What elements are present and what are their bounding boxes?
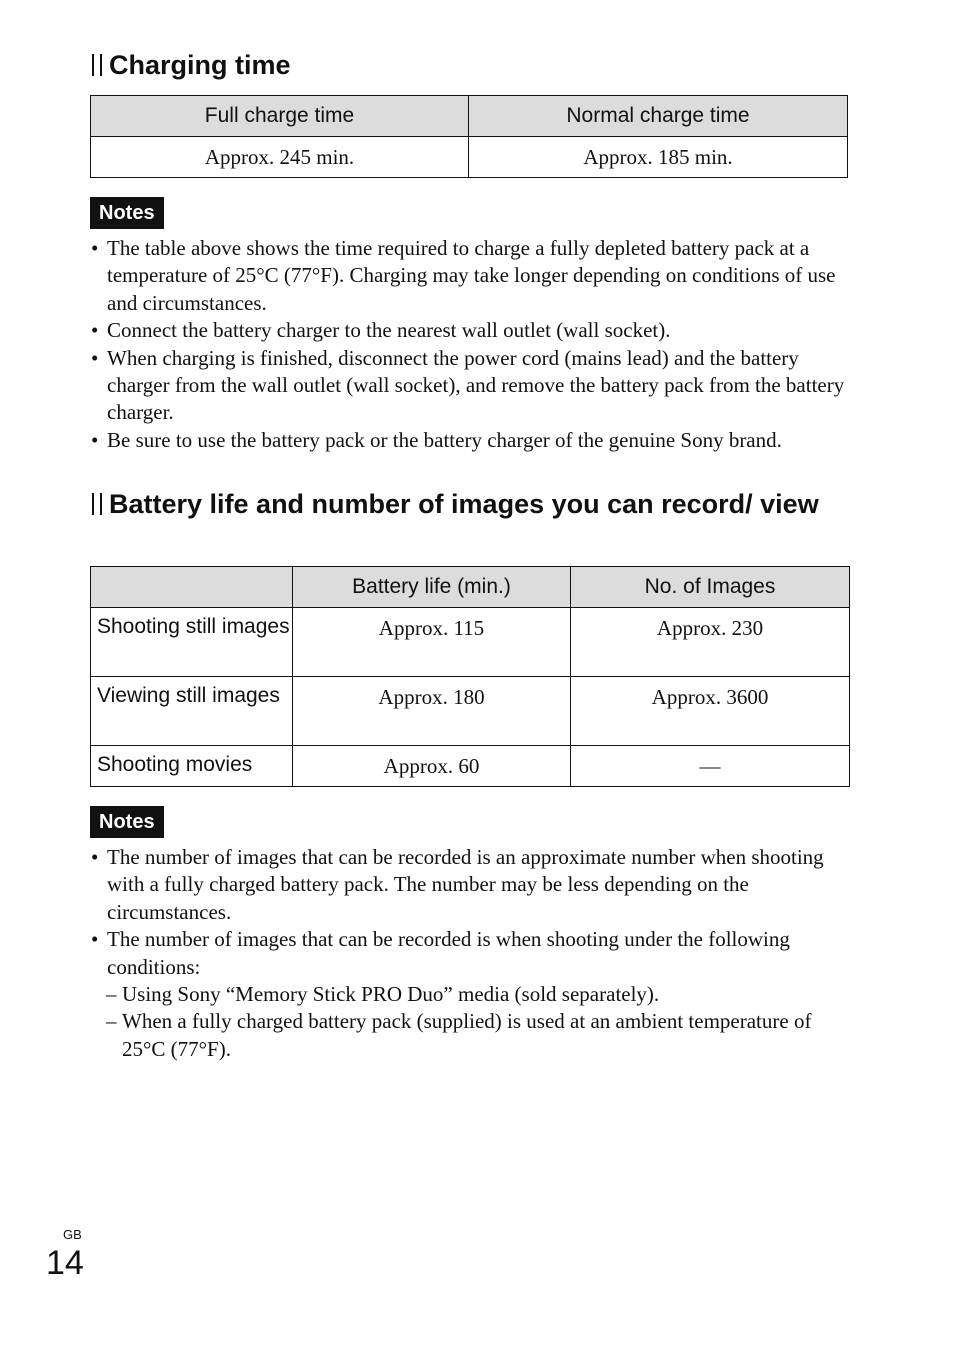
battery-life-table: [90, 566, 850, 787]
section-marker-icon: [92, 493, 102, 515]
section-marker-icon: [92, 54, 102, 76]
notes-badge: Notes: [90, 806, 164, 838]
list-item-text: The number of images that can be recorded is when shooting under the following conditions:: [107, 927, 790, 979]
notes-list: [90, 235, 850, 454]
page-number: 14: [46, 1244, 84, 1282]
table-header-cell: No. of Images: [571, 567, 850, 608]
row-label: Shooting still images: [91, 608, 293, 677]
dash-marker: –: [106, 982, 117, 1007]
notes-list: [90, 844, 850, 1063]
region-code: GB: [63, 1227, 82, 1242]
sub-list-item-text: Using Sony “Memory Stick PRO Duo” media (sold separately).: [122, 982, 660, 1007]
table-row: [91, 608, 850, 677]
section-heading-charging-time: [92, 49, 291, 81]
table-header-cell: [91, 567, 293, 608]
table-row: [91, 137, 848, 178]
row-label: Viewing still images: [91, 677, 293, 746]
table-header-cell: Full charge time: [91, 96, 469, 137]
table-cell: —: [571, 746, 850, 787]
table-cell: Approx. 245 min.: [91, 137, 469, 178]
section-title: Charging time: [109, 50, 291, 80]
table-cell: Approx. 60: [293, 746, 571, 787]
charging-time-table: [90, 95, 848, 178]
table-cell: Approx. 115: [293, 608, 571, 677]
list-item: [90, 926, 850, 1063]
list-item: • The table above shows the time required to charge a fully depleted battery pack at a temperature of 25°C (77°F). Charging may take longer depending on conditions of use and circumstances.: [90, 235, 850, 317]
list-item: • Connect the battery charger to the nearest wall outlet (wall socket).: [90, 317, 850, 344]
section-title: Battery life and number of images you can record/ view: [109, 489, 819, 519]
sub-list-item-text: When a fully charged battery pack (supplied) is used at an ambient temperature of 25°C (77°F).: [122, 1009, 812, 1061]
sub-list-item: [106, 981, 850, 1008]
section-heading-battery-life: [92, 488, 832, 520]
table-row: [91, 746, 850, 787]
table-cell: Approx. 3600: [571, 677, 850, 746]
dash-marker: –: [106, 1009, 117, 1034]
table-header-cell: Normal charge time: [469, 96, 848, 137]
list-item: • Be sure to use the battery pack or the battery charger of the genuine Sony brand.: [90, 427, 850, 454]
row-label: Shooting movies: [91, 746, 293, 787]
table-header-cell: Battery life (min.): [293, 567, 571, 608]
table-header-row: [91, 96, 848, 137]
sub-list-item: [106, 1008, 850, 1063]
table-cell: Approx. 180: [293, 677, 571, 746]
table-header-row: [91, 567, 850, 608]
table-row: [91, 677, 850, 746]
table-cell: Approx. 230: [571, 608, 850, 677]
table-cell: Approx. 185 min.: [469, 137, 848, 178]
notes-badge: Notes: [90, 197, 164, 229]
list-item: • When charging is finished, disconnect the power cord (mains lead) and the battery charger from the wall outlet (wall socket), and remove the battery pack from the battery charger.: [90, 345, 850, 427]
list-item: • The number of images that can be recorded is an approximate number when shooting with a fully charged battery pack. The number may be less depending on the circumstances.: [90, 844, 850, 926]
